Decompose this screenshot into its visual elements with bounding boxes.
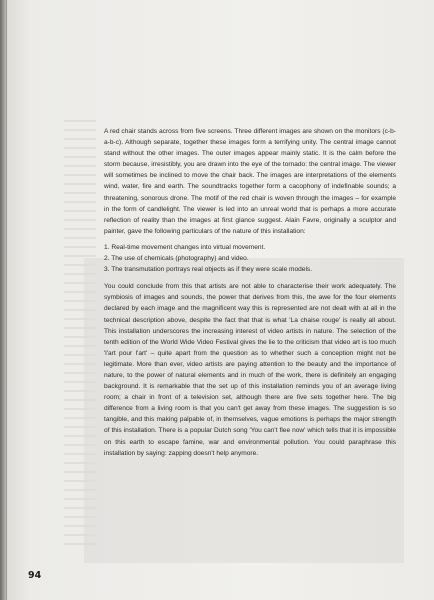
list-item: 3. The transmutation portrays real objects as if they were scale models. [104,266,313,274]
particulars-list [104,242,396,275]
list-item: 2. The use of chemicals (photography) and video. [104,255,249,263]
gutter-edge [6,0,7,600]
list-item: 1. Real-time movement changes into virtual movement. [104,243,266,251]
paragraph-2: You could conclude from this that artists are not able to characterise their work adequately. The symbiosis of images and sounds, the power that derives from this, the awe for the four elements declared by each image and the magnificent way this is represented are not dealt with at all in the technical description above, despite the fact that that is what 'La chaise rouge' is really all about. This installation underscores the increasing interest of video artists in nature. The selection of the tenth edition of the World Wide Video Festival gives the lie to the criticism that video art is too much 'l'art pour l'art' – quite apart from the question as to whether such a conception might not be legitimate. More than ever, video artists are paying attention to the beauty and the importance of nature, to the power of natural elements and in much of the work, there is definitely an engaging background. It is remarkable that the set up of this installation reminds you of an average living room; a chair in front of a television set, although there are five sets together here. The big difference from a living room is that you can't get away from these images. The suggestion is so tangible, and this making palpable of, in themselves, vague emotions is perhaps the major strength of this installation. There is a popular Dutch song 'You can't flee now' which tells that it is impossible on this earth to escape famine, war and environmental pollution. You could paraphrase this installation by saying: zapping doesn't help anymore. [104,283,396,457]
body-text [104,126,396,462]
page-number: 94 [28,570,42,581]
paragraph-1: A red chair stands across from five screens. Three different images are shown on the monitors (c-b-a-b-c). Although separate, together these images form a terrifying unity. The central image cannot stand without the other images. The outer images appear mainly static. It is the calm before the storm because, irresistibly, you are drawn into the eye of the tornado: the central image. The viewer will sometimes be inclined to move the chair back. The images are interpretations of the elements wind, water, fire and earth. The soundtracks together form a cacophony of indefinable sounds; a threatening, sonorous drone. The motif of the red chair is woven through the images – for example in the form of candlelight. The viewer is led into an unreal world that is perhaps a more accurate reflection of reality than the images at first glance suggest. Alain Favre, originally a sculptor and painter, gave the following particulars of the nature of this installation: [104,128,396,235]
